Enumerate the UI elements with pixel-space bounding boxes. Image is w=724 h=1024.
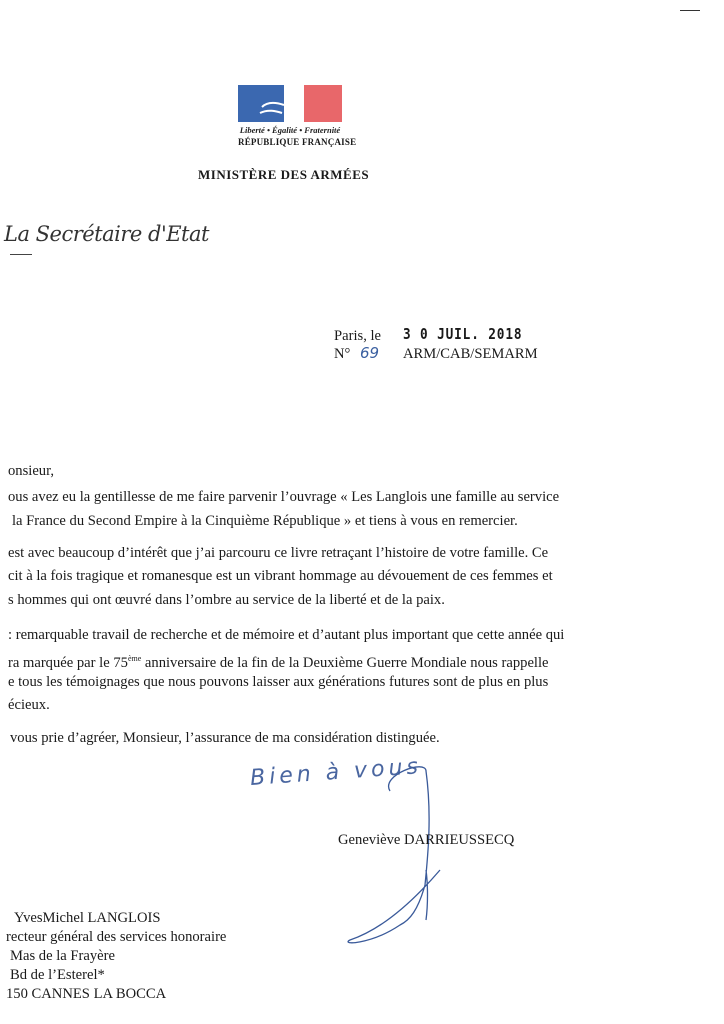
recipient-line: 150 CANNES LA BOCCA	[6, 986, 167, 1002]
paragraph-1-line: la France du Second Empire à la Cinquième République » et tiens à vous en remercier.	[12, 513, 518, 529]
handwritten-note: Bien à vous	[249, 754, 423, 791]
paragraph-2-line: cit à la fois tragique et romanesque est un vibrant hommage au dévouement de ces femmes et	[8, 568, 553, 584]
recipient-line: Bd de l’Esterel*	[10, 967, 105, 983]
paragraph-3-line	[8, 650, 549, 672]
republic-motto: Liberté • Égalité • Fraternité	[239, 125, 341, 135]
recipient-line: Mas de la Frayère	[10, 948, 115, 964]
scan-mark	[680, 10, 700, 11]
paragraph-3-line: : remarquable travail de recherche et de mémoire et d’autant plus important que cette année qui	[8, 627, 565, 643]
handwritten-number: 69	[360, 344, 380, 362]
date-stamp: 3 0 JUIL. 2018	[403, 325, 523, 343]
recipient-line: recteur général des services honoraire	[6, 929, 227, 945]
text: anniversaire de la fin de la Deuxième Guerre Mondiale nous rappelle	[141, 654, 549, 671]
number-label: N°	[334, 346, 351, 362]
reference: ARM/CAB/SEMARM	[403, 346, 538, 362]
sender-title: La Secrétaire d'Etat	[4, 222, 209, 246]
paragraph-3-line: écieux.	[8, 697, 50, 713]
paragraph-2-line: s hommes qui ont œuvré dans l’ombre au service de la liberté et de la paix.	[8, 592, 445, 608]
paragraph-3-line: e tous les témoignages que nous pouvons laisser aux générations futures sont de plus en plus	[8, 674, 549, 690]
ministry-title: MINISTÈRE DES ARMÉES	[198, 167, 370, 182]
paragraph-1-line: ous avez eu la gentillesse de me faire parvenir l’ouvrage « Les Langlois une famille au service	[8, 489, 560, 505]
closing: vous prie d’agréer, Monsieur, l’assurance de ma considération distinguée.	[10, 730, 440, 746]
superscript: ème	[127, 654, 142, 663]
salutation: onsieur,	[8, 463, 55, 479]
text: ra marquée par le 75	[8, 654, 128, 671]
recipient-line: YvesMichel LANGLOIS	[14, 910, 161, 926]
republic-name: RÉPUBLIQUE FRANÇAISE	[238, 137, 357, 147]
signatory-name: Geneviève DARRIEUSSECQ	[338, 832, 515, 848]
flag-red	[304, 85, 342, 122]
place-label: Paris, le	[334, 328, 382, 344]
divider	[10, 254, 32, 255]
paragraph-2-line: est avec beaucoup d’intérêt que j’ai parcouru ce livre retraçant l’histoire de votre famille. Ce	[8, 545, 549, 561]
marianne-logo	[238, 85, 342, 122]
